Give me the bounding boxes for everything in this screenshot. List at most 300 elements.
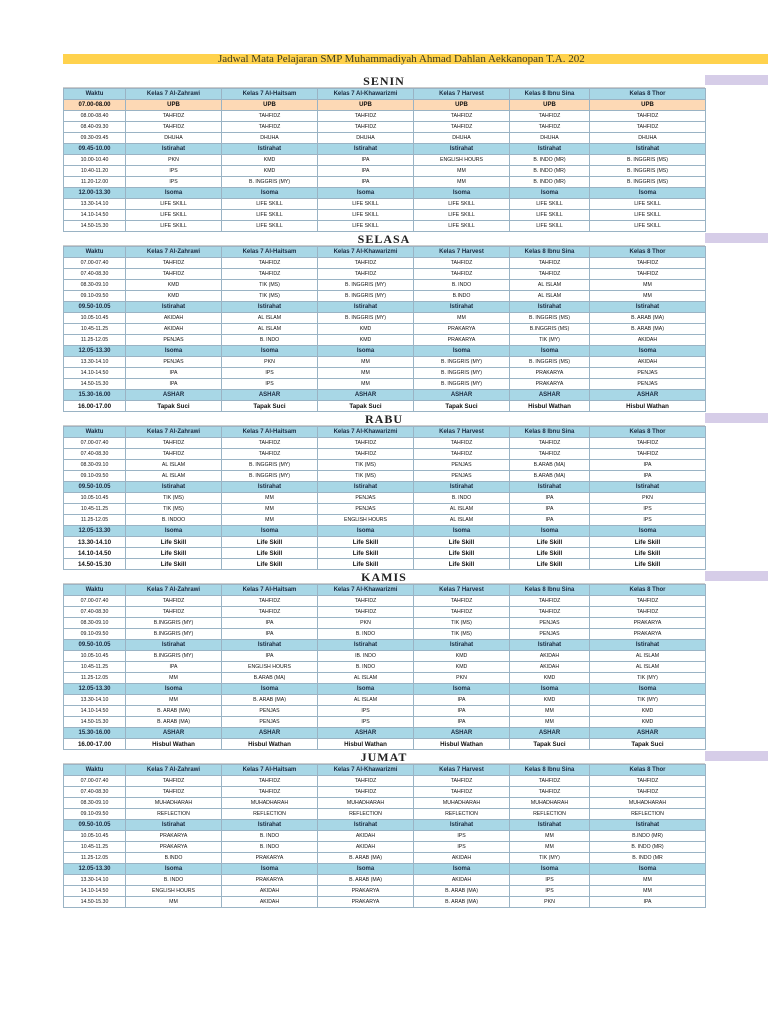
subject-cell: AL ISLAM <box>126 471 222 482</box>
subject-cell: B. INDO <box>318 629 414 640</box>
subject-cell: Tapak Suci <box>222 401 318 412</box>
subject-cell: AKIDAH <box>510 662 590 673</box>
subject-cell: B. ARAB (MA) <box>318 875 414 886</box>
subject-cell: B.INDO <box>414 291 510 302</box>
time-cell: 13.30-14.10 <box>64 537 126 548</box>
subject-cell: IPS <box>126 166 222 177</box>
column-header: Kelas 7 Al-Haitsam <box>222 765 318 776</box>
day-title-jumat: JUMAT <box>63 750 705 764</box>
column-header: Kelas 8 Thor <box>590 247 706 258</box>
column-header: Kelas 7 Al-Haitsam <box>222 585 318 596</box>
subject-cell: TAHFIDZ <box>414 269 510 280</box>
subject-cell: AKIDAH <box>318 831 414 842</box>
subject-cell: AL ISLAM <box>414 504 510 515</box>
subject-cell: LIFE SKILL <box>590 210 706 221</box>
time-cell: 08.30-09.10 <box>64 460 126 471</box>
subject-cell: Tapak Suci <box>510 739 590 750</box>
subject-cell: LIFE SKILL <box>318 210 414 221</box>
time-cell: 10.45-11.25 <box>64 842 126 853</box>
time-cell: 10.05-10.45 <box>64 651 126 662</box>
table-row <box>64 471 706 482</box>
schedule-table-selasa <box>63 246 706 412</box>
subject-cell: ASHAR <box>510 728 590 739</box>
subject-cell: Istirahat <box>222 820 318 831</box>
column-header: Kelas 8 Ibnu Sina <box>510 247 590 258</box>
subject-cell: REFLECTION <box>590 809 706 820</box>
subject-cell: IPS <box>414 842 510 853</box>
subject-cell: Isoma <box>318 346 414 357</box>
subject-cell: Life Skill <box>414 548 510 559</box>
subject-cell: TAHFIDZ <box>318 607 414 618</box>
table-row <box>64 335 706 346</box>
column-header: Waktu <box>64 247 126 258</box>
time-cell: 10.40-11.20 <box>64 166 126 177</box>
subject-cell: Life Skill <box>126 559 222 570</box>
table-row <box>64 537 706 548</box>
time-cell: 07.40-08.30 <box>64 607 126 618</box>
time-cell: 16.00-17.00 <box>64 401 126 412</box>
subject-cell: TAHFIDZ <box>510 438 590 449</box>
table-row <box>64 776 706 787</box>
subject-cell: IPA <box>222 618 318 629</box>
subject-cell: ENGLISH HOURS <box>222 662 318 673</box>
subject-cell: IPA <box>126 368 222 379</box>
subject-cell: Life Skill <box>414 559 510 570</box>
subject-cell: Isoma <box>222 188 318 199</box>
subject-cell: IPA <box>126 662 222 673</box>
subject-cell: TAHFIDZ <box>126 269 222 280</box>
time-cell: 12.05-13.30 <box>64 864 126 875</box>
subject-cell: TAHFIDZ <box>510 111 590 122</box>
subject-cell: Isoma <box>126 346 222 357</box>
subject-cell: TAHFIDZ <box>510 607 590 618</box>
subject-cell: MM <box>590 280 706 291</box>
subject-cell: Isoma <box>510 684 590 695</box>
table-row <box>64 122 706 133</box>
subject-cell: Istirahat <box>126 482 222 493</box>
subject-cell: MM <box>510 842 590 853</box>
subject-cell: IPS <box>590 504 706 515</box>
subject-cell: AL ISLAM <box>590 662 706 673</box>
table-row <box>64 210 706 221</box>
subject-cell: B. INGGRIS (MY) <box>318 313 414 324</box>
subject-cell: PENJAS <box>590 368 706 379</box>
subject-cell: TAHFIDZ <box>510 596 590 607</box>
table-row <box>64 548 706 559</box>
subject-cell: B. INDO (MR <box>590 853 706 864</box>
time-cell: 09.10-09.50 <box>64 291 126 302</box>
subject-cell: LIFE SKILL <box>126 221 222 232</box>
time-cell: 14.50-15.30 <box>64 897 126 908</box>
subject-cell: ASHAR <box>414 390 510 401</box>
subject-cell: Istirahat <box>510 640 590 651</box>
subject-cell: DHUHA <box>318 133 414 144</box>
subject-cell: B. ARAB (MA) <box>414 897 510 908</box>
column-header: Kelas 8 Thor <box>590 585 706 596</box>
column-header: Kelas 7 Harvest <box>414 585 510 596</box>
subject-cell: B. INGGRIS (MY) <box>414 357 510 368</box>
subject-cell: B. INDO <box>126 875 222 886</box>
table-row <box>64 695 706 706</box>
subject-cell: AKIDAH <box>590 357 706 368</box>
subject-cell: IPA <box>414 695 510 706</box>
time-cell: 12.05-13.30 <box>64 346 126 357</box>
subject-cell: KMD <box>590 717 706 728</box>
subject-cell: Istirahat <box>222 640 318 651</box>
subject-cell: MM <box>222 504 318 515</box>
subject-cell: AL ISLAM <box>126 460 222 471</box>
subject-cell: REFLECTION <box>414 809 510 820</box>
subject-cell: Isoma <box>590 684 706 695</box>
subject-cell: TAHFIDZ <box>318 787 414 798</box>
subject-cell: PENJAS <box>510 618 590 629</box>
subject-cell: KMD <box>510 695 590 706</box>
subject-cell: PRAKARYA <box>126 842 222 853</box>
subject-cell: REFLECTION <box>510 809 590 820</box>
subject-cell: TIK (MS) <box>126 504 222 515</box>
subject-cell: Isoma <box>414 684 510 695</box>
subject-cell: TAHFIDZ <box>414 438 510 449</box>
subject-cell: B. INDO <box>222 831 318 842</box>
subject-cell: Isoma <box>126 526 222 537</box>
title-row <box>63 54 705 64</box>
time-cell: 09.45-10.00 <box>64 144 126 155</box>
subject-cell: Life Skill <box>590 537 706 548</box>
subject-cell: MUHADHARAH <box>510 798 590 809</box>
subject-cell: IPS <box>510 875 590 886</box>
subject-cell: Life Skill <box>222 537 318 548</box>
subject-cell: Istirahat <box>590 482 706 493</box>
column-header: Waktu <box>64 765 126 776</box>
subject-cell: Istirahat <box>318 144 414 155</box>
subject-cell: TAHFIDZ <box>222 438 318 449</box>
subject-cell: LIFE SKILL <box>510 199 590 210</box>
subject-cell: ASHAR <box>318 728 414 739</box>
subject-cell: AKIDAH <box>414 875 510 886</box>
subject-cell: TAHFIDZ <box>590 596 706 607</box>
column-header: Kelas 8 Ibnu Sina <box>510 89 590 100</box>
subject-cell: Life Skill <box>510 559 590 570</box>
subject-cell: PRAKARYA <box>222 875 318 886</box>
column-header: Kelas 7 Al-Khawarizmi <box>318 765 414 776</box>
subject-cell: AL ISLAM <box>318 695 414 706</box>
subject-cell: TAHFIDZ <box>590 122 706 133</box>
subject-cell: B. INGGRIS (MY) <box>318 280 414 291</box>
subject-cell: MUHADHARAH <box>126 798 222 809</box>
table-row <box>64 144 706 155</box>
subject-cell: B. INGGRIS (MY) <box>414 368 510 379</box>
subject-cell: Tapak Suci <box>318 401 414 412</box>
day-title-extension <box>705 75 768 85</box>
subject-cell: IPA <box>590 460 706 471</box>
subject-cell: Istirahat <box>510 482 590 493</box>
table-row <box>64 728 706 739</box>
subject-cell: KMD <box>510 673 590 684</box>
subject-cell: TAHFIDZ <box>414 776 510 787</box>
time-cell: 13.30-14.10 <box>64 357 126 368</box>
subject-cell: Isoma <box>318 684 414 695</box>
subject-cell: IPA <box>318 155 414 166</box>
subject-cell: TAHFIDZ <box>222 596 318 607</box>
subject-cell: IPA <box>510 493 590 504</box>
day-title-rabu: RABU <box>63 412 705 426</box>
subject-cell: TAHFIDZ <box>222 258 318 269</box>
subject-cell: MM <box>414 166 510 177</box>
subject-cell: MM <box>590 875 706 886</box>
subject-cell: PKN <box>590 493 706 504</box>
column-header: Kelas 7 Harvest <box>414 427 510 438</box>
table-row <box>64 155 706 166</box>
subject-cell: LIFE SKILL <box>414 221 510 232</box>
time-cell: 07.40-08.30 <box>64 787 126 798</box>
subject-cell: AL ISLAM <box>222 313 318 324</box>
column-header: Kelas 7 Harvest <box>414 765 510 776</box>
subject-cell: TAHFIDZ <box>414 122 510 133</box>
subject-cell: LIFE SKILL <box>222 221 318 232</box>
subject-cell: Istirahat <box>414 302 510 313</box>
schedule-table-rabu <box>63 426 706 570</box>
table-row <box>64 673 706 684</box>
subject-cell: TAHFIDZ <box>318 438 414 449</box>
subject-cell: UPB <box>590 100 706 111</box>
time-cell: 14.10-14.50 <box>64 548 126 559</box>
table-row <box>64 493 706 504</box>
subject-cell: B. INGGRIS (MS) <box>510 357 590 368</box>
subject-cell: MM <box>222 515 318 526</box>
subject-cell: TAHFIDZ <box>510 776 590 787</box>
subject-cell: UPB <box>126 100 222 111</box>
schedule-sheet <box>63 54 705 908</box>
time-cell: 08.00-08.40 <box>64 111 126 122</box>
subject-cell: B. ARAB (MA) <box>318 853 414 864</box>
table-row <box>64 346 706 357</box>
subject-cell: LIFE SKILL <box>318 221 414 232</box>
subject-cell: ASHAR <box>590 728 706 739</box>
time-cell: 09.50-10.05 <box>64 820 126 831</box>
subject-cell: Life Skill <box>222 548 318 559</box>
subject-cell: AL ISLAM <box>510 291 590 302</box>
subject-cell: MM <box>126 695 222 706</box>
column-header: Kelas 8 Ibnu Sina <box>510 585 590 596</box>
subject-cell: B. INGGRIS (MY) <box>222 460 318 471</box>
subject-cell: LIFE SKILL <box>510 210 590 221</box>
time-cell: 16.00-17.00 <box>64 739 126 750</box>
column-header: Kelas 8 Ibnu Sina <box>510 427 590 438</box>
subject-cell: B. INGGRIS (MS) <box>590 166 706 177</box>
subject-cell: Isoma <box>510 188 590 199</box>
subject-cell: TAHFIDZ <box>126 596 222 607</box>
subject-cell: LIFE SKILL <box>510 221 590 232</box>
subject-cell: B. INGGRIS (MS) <box>510 313 590 324</box>
subject-cell: Isoma <box>414 188 510 199</box>
table-row <box>64 177 706 188</box>
subject-cell: Istirahat <box>590 144 706 155</box>
table-row <box>64 798 706 809</box>
subject-cell: IPA <box>222 651 318 662</box>
column-header: Kelas 8 Ibnu Sina <box>510 765 590 776</box>
time-cell: 07.00-07.40 <box>64 776 126 787</box>
subject-cell: DHUHA <box>222 133 318 144</box>
subject-cell: TAHFIDZ <box>318 258 414 269</box>
subject-cell: PENJAS <box>590 379 706 390</box>
subject-cell: ENGLISH HOURS <box>318 515 414 526</box>
subject-cell: Isoma <box>222 526 318 537</box>
time-cell: 14.50-15.30 <box>64 379 126 390</box>
table-header-row <box>64 765 706 776</box>
subject-cell: Istirahat <box>414 482 510 493</box>
subject-cell: Istirahat <box>510 144 590 155</box>
subject-cell: TIK (MS) <box>126 493 222 504</box>
time-cell: 07.40-08.30 <box>64 269 126 280</box>
subject-cell: TAHFIDZ <box>318 449 414 460</box>
subject-cell: TIK (MY) <box>590 673 706 684</box>
subject-cell: TAHFIDZ <box>126 258 222 269</box>
subject-cell: MUHADHARAH <box>590 798 706 809</box>
subject-cell: B. INGGRIS (MY) <box>222 471 318 482</box>
time-cell: 09.30-09.45 <box>64 133 126 144</box>
table-row <box>64 640 706 651</box>
time-cell: 11.25-12.05 <box>64 853 126 864</box>
subject-cell: Istirahat <box>590 302 706 313</box>
subject-cell: LIFE SKILL <box>414 199 510 210</box>
subject-cell: TAHFIDZ <box>414 111 510 122</box>
table-row <box>64 706 706 717</box>
subject-cell: B. INGGRIS (MY) <box>414 379 510 390</box>
subject-cell: TAHFIDZ <box>222 787 318 798</box>
subject-cell: Istirahat <box>222 302 318 313</box>
table-row <box>64 853 706 864</box>
table-row <box>64 831 706 842</box>
subject-cell: PENJAS <box>222 717 318 728</box>
time-cell: 07.00-08.00 <box>64 100 126 111</box>
day-title-kamis: KAMIS <box>63 570 705 584</box>
subject-cell: ASHAR <box>510 390 590 401</box>
table-row <box>64 717 706 728</box>
subject-cell: PENJAS <box>414 460 510 471</box>
subject-cell: IB. INDO <box>318 651 414 662</box>
subject-cell: Istirahat <box>126 144 222 155</box>
subject-cell: TAHFIDZ <box>318 111 414 122</box>
subject-cell: IPS <box>126 177 222 188</box>
subject-cell: B. INDO <box>222 335 318 346</box>
subject-cell: TIK (MY) <box>510 335 590 346</box>
time-cell: 08.40-09.30 <box>64 122 126 133</box>
column-header: Kelas 8 Thor <box>590 427 706 438</box>
blank-row <box>63 64 705 74</box>
column-header: Kelas 7 Al-Haitsam <box>222 89 318 100</box>
subject-cell: IPS <box>222 379 318 390</box>
subject-cell: IPA <box>590 471 706 482</box>
table-row <box>64 875 706 886</box>
subject-cell: AKIDAH <box>318 842 414 853</box>
subject-cell: Istirahat <box>222 144 318 155</box>
subject-cell: LIFE SKILL <box>318 199 414 210</box>
subject-cell: TAHFIDZ <box>222 269 318 280</box>
time-cell: 08.30-09.10 <box>64 280 126 291</box>
subject-cell: Isoma <box>414 864 510 875</box>
subject-cell: TAHFIDZ <box>318 269 414 280</box>
subject-cell: AKIDAH <box>126 324 222 335</box>
time-cell: 10.05-10.45 <box>64 493 126 504</box>
column-header: Kelas 7 Al-Zahrawi <box>126 427 222 438</box>
table-row <box>64 291 706 302</box>
subject-cell: REFLECTION <box>126 809 222 820</box>
subject-cell: Istirahat <box>510 820 590 831</box>
subject-cell: PENJAS <box>318 493 414 504</box>
subject-cell: TAHFIDZ <box>414 449 510 460</box>
subject-cell: TAHFIDZ <box>126 607 222 618</box>
subject-cell: Isoma <box>222 864 318 875</box>
subject-cell: KMD <box>126 280 222 291</box>
subject-cell: Isoma <box>318 864 414 875</box>
subject-cell: Istirahat <box>318 820 414 831</box>
day-title-extension <box>705 413 768 423</box>
table-row <box>64 515 706 526</box>
subject-cell: AL ISLAM <box>318 673 414 684</box>
subject-cell: TAHFIDZ <box>590 449 706 460</box>
subject-cell: Life Skill <box>318 548 414 559</box>
subject-cell: MM <box>414 313 510 324</box>
subject-cell: PKN <box>318 618 414 629</box>
day-title-selasa: SELASA <box>63 232 705 246</box>
subject-cell: IPA <box>126 379 222 390</box>
subject-cell: MUHADHARAH <box>414 798 510 809</box>
subject-cell: IPA <box>590 897 706 908</box>
table-row <box>64 269 706 280</box>
column-header: Kelas 8 Thor <box>590 765 706 776</box>
subject-cell: Life Skill <box>590 559 706 570</box>
subject-cell: TAHFIDZ <box>590 258 706 269</box>
subject-cell: AL ISLAM <box>510 280 590 291</box>
subject-cell: Hisbul Wathan <box>510 401 590 412</box>
subject-cell: IPA <box>510 504 590 515</box>
subject-cell: IPS <box>414 831 510 842</box>
time-cell: 10.45-11.25 <box>64 504 126 515</box>
subject-cell: TAHFIDZ <box>590 269 706 280</box>
subject-cell: PRAKARYA <box>590 629 706 640</box>
subject-cell: Life Skill <box>318 559 414 570</box>
subject-cell: Hisbul Wathan <box>318 739 414 750</box>
subject-cell: PRAKARYA <box>510 379 590 390</box>
subject-cell: B. INGGRIS (MY) <box>318 291 414 302</box>
subject-cell: TIK (MS) <box>222 291 318 302</box>
subject-cell: Life Skill <box>126 548 222 559</box>
time-cell: 11.25-12.05 <box>64 673 126 684</box>
subject-cell: B.ARAB (MA) <box>222 673 318 684</box>
subject-cell: LIFE SKILL <box>126 210 222 221</box>
subject-cell: B. INDO (MR) <box>510 177 590 188</box>
table-row <box>64 357 706 368</box>
table-row <box>64 111 706 122</box>
subject-cell: Isoma <box>510 526 590 537</box>
subject-cell: AKIDAH <box>222 897 318 908</box>
table-row <box>64 662 706 673</box>
page-title: Jadwal Mata Pelajaran SMP Muhammadiyah Ahmad Dahlan Aekkanopan T.A. 202 <box>218 53 585 65</box>
subject-cell: B. ARAB (MA) <box>126 706 222 717</box>
subject-cell: LIFE SKILL <box>414 210 510 221</box>
subject-cell: B. ARAB (MA) <box>222 695 318 706</box>
time-cell: 14.50-15.30 <box>64 717 126 728</box>
subject-cell: IPS <box>318 706 414 717</box>
subject-cell: TAHFIDZ <box>510 787 590 798</box>
subject-cell: Isoma <box>414 526 510 537</box>
subject-cell: Istirahat <box>222 482 318 493</box>
subject-cell: B. INDO (MR) <box>510 155 590 166</box>
table-header-row <box>64 585 706 596</box>
subject-cell: Hisbul Wathan <box>126 739 222 750</box>
subject-cell: B. INDO <box>222 842 318 853</box>
subject-cell: B. INDO (MR) <box>510 166 590 177</box>
